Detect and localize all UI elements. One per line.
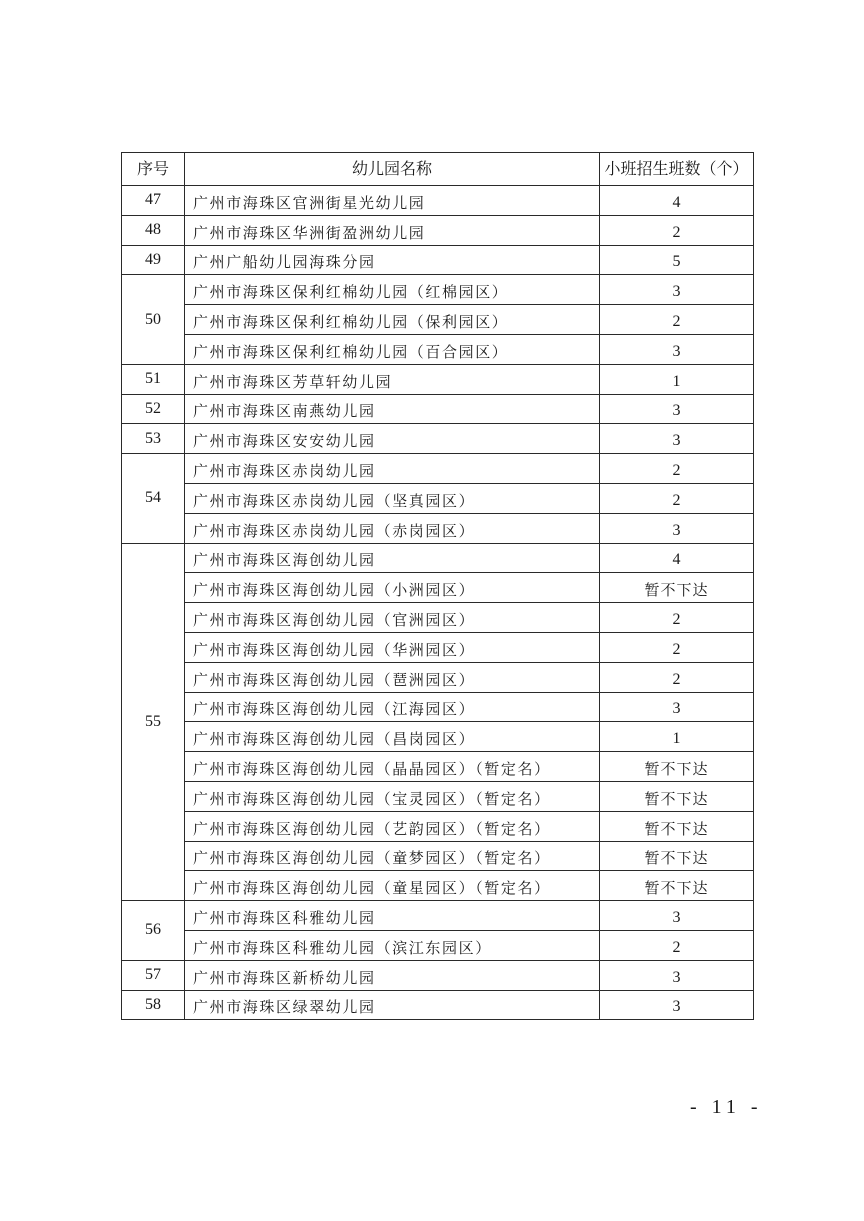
kindergarten-name-cell: 广州市海珠区绿翠幼儿园	[185, 990, 600, 1020]
class-count-cell: 3	[600, 424, 754, 454]
table-row	[122, 901, 754, 931]
class-count-cell: 2	[600, 305, 754, 335]
table-row	[122, 990, 754, 1020]
kindergarten-name-cell: 广州市海珠区新桥幼儿园	[185, 960, 600, 990]
serial-number-cell: 51	[122, 364, 185, 394]
serial-number-cell: 48	[122, 215, 185, 245]
class-count-cell: 3	[600, 901, 754, 931]
kindergarten-name-cell: 广州市海珠区科雅幼儿园	[185, 901, 600, 931]
table-row	[122, 632, 754, 662]
class-count-cell: 3	[600, 960, 754, 990]
table-row	[122, 483, 754, 513]
kindergarten-enrollment-table	[121, 152, 754, 1020]
table-row	[122, 275, 754, 305]
table-row	[122, 543, 754, 573]
kindergarten-name-cell: 广州广船幼儿园海珠分园	[185, 245, 600, 275]
table-row	[122, 364, 754, 394]
serial-number-cell: 52	[122, 394, 185, 424]
serial-number-cell: 49	[122, 245, 185, 275]
class-count-cell: 2	[600, 662, 754, 692]
serial-number-cell: 57	[122, 960, 185, 990]
kindergarten-name-cell: 广州市海珠区海创幼儿园（小洲园区）	[185, 573, 600, 603]
kindergarten-name-cell: 广州市海珠区海创幼儿园（琶洲园区）	[185, 662, 600, 692]
kindergarten-name-cell: 广州市海珠区海创幼儿园（晶晶园区）（暂定名）	[185, 752, 600, 782]
class-count-cell: 2	[600, 215, 754, 245]
class-count-cell: 2	[600, 483, 754, 513]
class-count-cell: 4	[600, 186, 754, 216]
kindergarten-name-cell: 广州市海珠区海创幼儿园（艺韵园区）（暂定名）	[185, 811, 600, 841]
header-kindergarten-name: 幼儿园名称	[185, 153, 600, 186]
kindergarten-name-cell: 广州市海珠区保利红棉幼儿园（保利园区）	[185, 305, 600, 335]
class-count-cell: 5	[600, 245, 754, 275]
table-row	[122, 752, 754, 782]
class-count-cell: 2	[600, 454, 754, 484]
class-count-cell: 暂不下达	[600, 752, 754, 782]
kindergarten-name-cell: 广州市海珠区保利红棉幼儿园（红棉园区）	[185, 275, 600, 305]
table-row	[122, 662, 754, 692]
kindergarten-name-cell: 广州市海珠区官洲街星光幼儿园	[185, 186, 600, 216]
kindergarten-name-cell: 广州市海珠区海创幼儿园（华洲园区）	[185, 632, 600, 662]
serial-number-cell: 54	[122, 454, 185, 543]
kindergarten-name-cell: 广州市海珠区海创幼儿园（昌岗园区）	[185, 722, 600, 752]
class-count-cell: 3	[600, 692, 754, 722]
class-count-cell: 3	[600, 334, 754, 364]
class-count-cell: 暂不下达	[600, 811, 754, 841]
page-number: - 11 -	[690, 1096, 763, 1118]
table-body	[122, 186, 754, 1020]
table-row	[122, 215, 754, 245]
class-count-cell: 暂不下达	[600, 841, 754, 871]
class-count-cell: 暂不下达	[600, 573, 754, 603]
kindergarten-name-cell: 广州市海珠区安安幼儿园	[185, 424, 600, 454]
kindergarten-name-cell: 广州市海珠区南燕幼儿园	[185, 394, 600, 424]
table-row	[122, 394, 754, 424]
table-row	[122, 722, 754, 752]
class-count-cell: 2	[600, 632, 754, 662]
table-row	[122, 692, 754, 722]
table-row	[122, 305, 754, 335]
class-count-cell: 1	[600, 364, 754, 394]
class-count-cell: 3	[600, 513, 754, 543]
table-row	[122, 871, 754, 901]
serial-number-cell: 47	[122, 186, 185, 216]
table-row	[122, 513, 754, 543]
header-serial-number: 序号	[122, 153, 185, 186]
serial-number-cell: 58	[122, 990, 185, 1020]
kindergarten-name-cell: 广州市海珠区海创幼儿园（江海园区）	[185, 692, 600, 722]
table-header-row	[122, 153, 754, 186]
serial-number-cell: 50	[122, 275, 185, 364]
kindergarten-name-cell: 广州市海珠区科雅幼儿园（滨江东园区）	[185, 930, 600, 960]
class-count-cell: 暂不下达	[600, 781, 754, 811]
serial-number-cell: 53	[122, 424, 185, 454]
kindergarten-name-cell: 广州市海珠区海创幼儿园（童星园区）（暂定名）	[185, 871, 600, 901]
class-count-cell: 3	[600, 394, 754, 424]
table-row	[122, 245, 754, 275]
serial-number-cell: 56	[122, 901, 185, 961]
kindergarten-name-cell: 广州市海珠区赤岗幼儿园	[185, 454, 600, 484]
kindergarten-name-cell: 广州市海珠区赤岗幼儿园（坚真园区）	[185, 483, 600, 513]
class-count-cell: 暂不下达	[600, 871, 754, 901]
header-class-count: 小班招生班数（个）	[600, 153, 754, 186]
table-row	[122, 841, 754, 871]
table-row	[122, 334, 754, 364]
kindergarten-name-cell: 广州市海珠区赤岗幼儿园（赤岗园区）	[185, 513, 600, 543]
table-row	[122, 186, 754, 216]
kindergarten-name-cell: 广州市海珠区海创幼儿园	[185, 543, 600, 573]
table-row	[122, 781, 754, 811]
table-row	[122, 603, 754, 633]
kindergarten-name-cell: 广州市海珠区芳草轩幼儿园	[185, 364, 600, 394]
serial-number-cell: 55	[122, 543, 185, 901]
table-row	[122, 573, 754, 603]
kindergarten-name-cell: 广州市海珠区海创幼儿园（童梦园区）（暂定名）	[185, 841, 600, 871]
kindergarten-name-cell: 广州市海珠区海创幼儿园（官洲园区）	[185, 603, 600, 633]
table-row	[122, 454, 754, 484]
class-count-cell: 3	[600, 990, 754, 1020]
class-count-cell: 1	[600, 722, 754, 752]
table-row	[122, 960, 754, 990]
kindergarten-name-cell: 广州市海珠区华洲街盈洲幼儿园	[185, 215, 600, 245]
table-row	[122, 424, 754, 454]
class-count-cell: 4	[600, 543, 754, 573]
kindergarten-name-cell: 广州市海珠区保利红棉幼儿园（百合园区）	[185, 334, 600, 364]
class-count-cell: 2	[600, 930, 754, 960]
table-row	[122, 811, 754, 841]
table-row	[122, 930, 754, 960]
kindergarten-name-cell: 广州市海珠区海创幼儿园（宝灵园区）（暂定名）	[185, 781, 600, 811]
class-count-cell: 3	[600, 275, 754, 305]
class-count-cell: 2	[600, 603, 754, 633]
